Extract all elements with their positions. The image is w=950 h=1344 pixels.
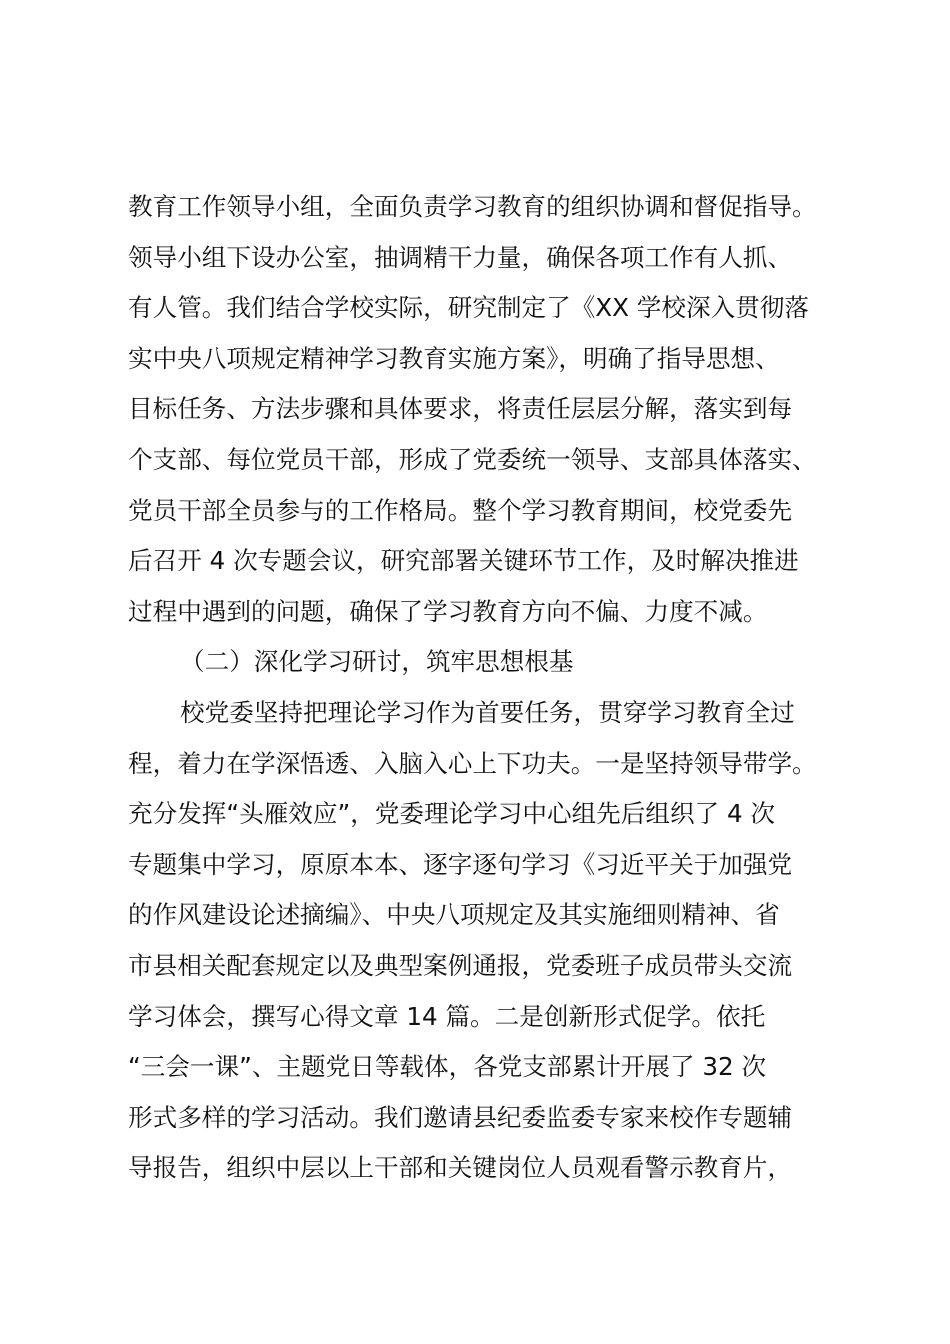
- text-line: 专题集中学习，原原本本、逐字逐句学习《习近平关于加强党: [128, 849, 793, 879]
- text-line: 导报告，组织中层以上干部和关键岗位人员观看警示教育片，: [128, 1153, 793, 1183]
- section-heading: （二）深化学习研讨，筑牢思想根基: [180, 647, 574, 677]
- text-line: 领导小组下设办公室，抽调精干力量，确保各项工作有人抓、: [128, 242, 793, 272]
- text-line: 后召开 4 次专题会议，研究部署关键环节工作，及时解决推进: [128, 546, 799, 576]
- text-line: 个支部、每位党员干部，形成了党委统一领导、支部具体落实、: [128, 444, 817, 474]
- text-line: 市县相关配套规定以及典型案例通报，党委班子成员带头交流: [128, 950, 793, 980]
- body-text: [128, 182, 848, 1194]
- text-line: 的作风建设论述摘编》、中央八项规定及其实施细则精神、省: [128, 900, 780, 930]
- text-line: 过程中遇到的问题，确保了学习教育方向不偏、力度不减。: [128, 596, 768, 626]
- text-line: 党员干部全员参与的工作格局。整个学习教育期间，校党委先: [128, 495, 793, 525]
- text-line: 教育工作领导小组，全面负责学习教育的组织协调和督促指导。: [128, 192, 817, 221]
- text-line: “三会一课”、主题党日等载体，各党支部累计开展了 32 次: [128, 1052, 767, 1082]
- text-line: 实中央八项规定精神学习教育实施方案》，明确了指导思想、: [128, 343, 780, 373]
- text-line: 形式多样的学习活动。我们邀请县纪委监委专家来校作专题辅: [128, 1102, 793, 1132]
- text-line: 充分发挥“头雁效应”，党委理论学习中心组先后组织了 4 次: [128, 799, 776, 829]
- text-line: 有人管。我们结合学校实际，研究制定了《XX 学校深入贯彻落: [128, 293, 809, 323]
- text-line: 学习体会，撰写心得文章 14 篇。二是创新形式促学。依托: [128, 1001, 766, 1031]
- text-line: 目标任务、方法步骤和具体要求，将责任层层分解，落实到每: [128, 394, 793, 424]
- text-line: 校党委坚持把理论学习作为首要任务，贯穿学习教育全过: [180, 697, 795, 727]
- text-line: 程，着力在学深悟透、入脑入心上下功夫。一是坚持领导带学。: [128, 748, 817, 778]
